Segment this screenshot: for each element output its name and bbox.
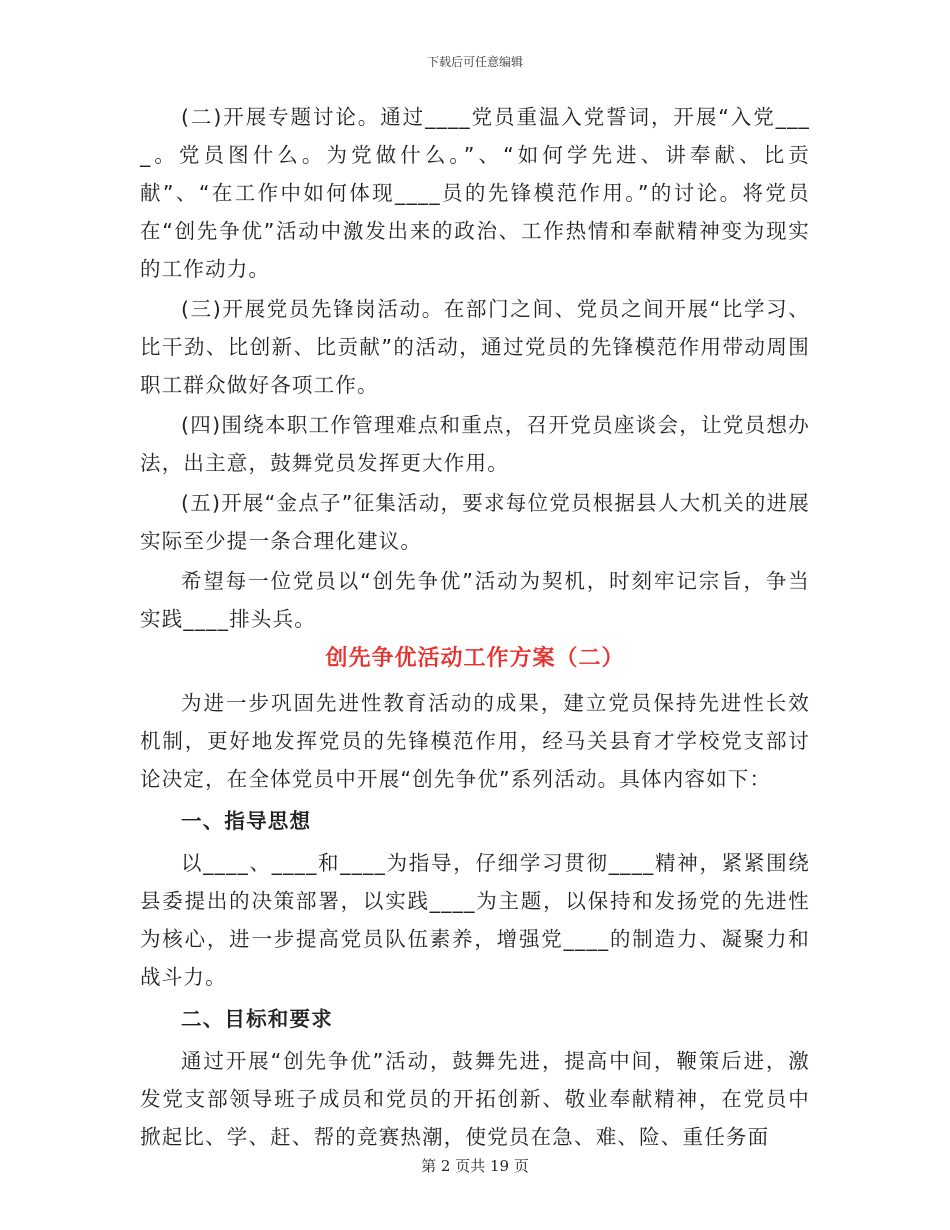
heading-goals: 二、目标和要求: [181, 1007, 333, 1031]
page-header: 下载后可任意编辑: [426, 55, 523, 69]
paragraph-discussion: (二)开展专题讨论。通过____党员重温入党誓词，开展“入党____。党员图什么。为党做什么。”、“如何学先进、讲奉献、比贡献”、“在工作中如何体现____员的先锋模范作用。”的讨论。将党员在“创先争优”活动中激发出来的政治、工作热情和奉献精神变为现实的工作动力。: [140, 105, 810, 281]
paragraph-forum: (四)围绕本职工作管理难点和重点，召开党员座谈会，让党员想办法，出主意，鼓舞党员发挥更大作用。: [140, 413, 810, 475]
heading-guiding-ideology: 一、指导思想: [181, 809, 312, 833]
paragraph-guiding-ideology: 以____、____和____为指导，仔细学习贯彻____精神，紧紧围绕县委提出的决策部署，以实践____为主题，以保持和发扬党的先进性为核心，进一步提高党员队伍素养，增强党____的制造力、凝聚力和战斗力。: [140, 851, 810, 989]
paragraph-hope: 希望每一位党员以“创先争优”活动为契机，时刻牢记宗旨，争当实践____排头兵。: [140, 569, 810, 631]
paragraph-intro: 为进一步巩固先进性教育活动的成果，建立党员保持先进性长效机制，更好地发挥党员的先锋模范作用，经马关县育才学校党支部讨论决定，在全体党员中开展“创先争优”系列活动。具体内容如下：: [140, 691, 810, 791]
document-body: [140, 98, 810, 1158]
section-title: 创先争优活动工作方案（二）: [325, 646, 625, 671]
paragraph-goals: 通过开展“创先争优”活动，鼓舞先进，提高中间，鞭策后进，激发党支部领导班子成员和党员的开拓创新、敬业奉献精神，在党员中掀起比、学、赶、帮的竞赛热潮，使党员在急、难、险、重任务面: [140, 1049, 810, 1149]
page-footer: 第 2 页共 19 页: [421, 1157, 529, 1175]
paragraph-golden-ideas: (五)开展“金点子”征集活动，要求每位党员根据县人大机关的进展实际至少提一条合理化建议。: [140, 491, 810, 553]
paragraph-vanguard-post: (三)开展党员先锋岗活动。在部门之间、党员之间开展“比学习、比干劲、比创新、比贡献”的活动，通过党员的先锋模范作用带动周围职工群众做好各项工作。: [140, 297, 810, 397]
